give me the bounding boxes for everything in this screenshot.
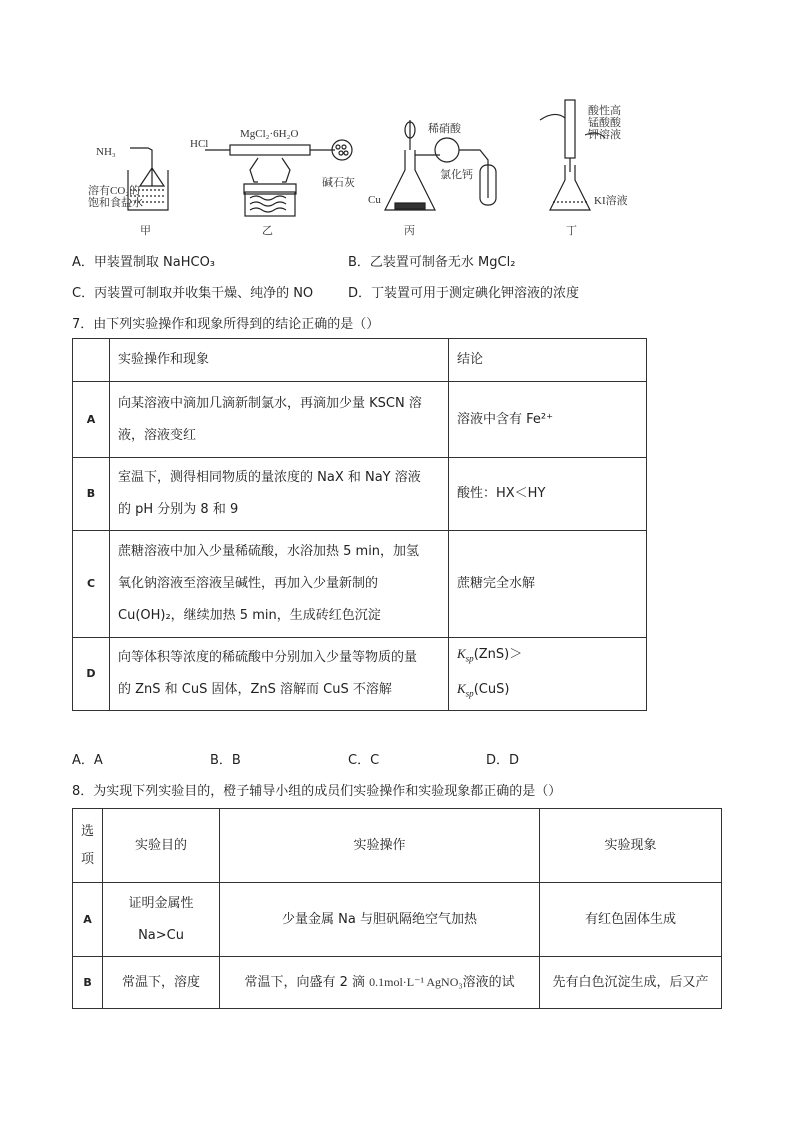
q6-option-a: A．甲装置制取 NaHCO₃ — [72, 255, 216, 270]
q7-header-row — [73, 339, 647, 382]
row-op-line: 向等体积等浓度的稀硫酸中分别加入少量等物质的量 — [118, 650, 418, 665]
row-op: 少量金属 Na 与胆矾隔绝空气加热 — [220, 883, 540, 957]
row-op-line: Cu(OH)₂，继续加热 5 min，生成砖红色沉淀 — [118, 608, 381, 623]
kmno4-label-3: 钾溶液 — [588, 129, 621, 141]
row-conclusion: 溶液中含有 Fe²⁺ — [449, 382, 647, 458]
row-op — [110, 458, 449, 531]
row-phen: 先有白色沉淀生成，后又产 — [540, 957, 722, 1009]
jia-beaker-label-1: 溶有CO₂的 — [88, 185, 141, 197]
kmno4-label-2: 锰酸酸 — [588, 117, 621, 129]
row-op — [110, 638, 449, 711]
q8-table — [72, 808, 722, 1009]
row-phen: 有红色固体生成 — [540, 883, 722, 957]
ksp-zns: $K_{sp}(ZnS)>$ — [457, 646, 523, 664]
jia-title: 甲 — [140, 225, 151, 237]
row-letter: A — [73, 883, 103, 957]
row-op: 常温下，向盛有 2 滴 0.1mol·L⁻¹ AgNO₃溶液的试 — [220, 957, 540, 1009]
table-row — [73, 883, 722, 957]
row-letter: B — [73, 458, 110, 531]
cu-label: Cu — [368, 194, 381, 206]
q7-answer-c: C．C — [348, 753, 380, 768]
row-op — [110, 382, 449, 458]
acid-label: 稀硝酸 — [428, 123, 461, 135]
nh3-label: NH₃ — [96, 146, 116, 158]
row-op-line: 的 ZnS 和 CuS 固体，ZnS 溶解而 CuS 不溶解 — [118, 682, 392, 697]
jia-beaker-label-2: 饱和食盐水 — [88, 197, 143, 209]
q6-option-b: B．乙装置可制备无水 MgCl₂ — [348, 255, 516, 270]
q7-answer-d: D．D — [486, 753, 520, 768]
apparatus-drawing — [0, 90, 794, 240]
row-op-line: 的 pH 分别为 8 和 9 — [118, 502, 239, 517]
row-letter: A — [73, 382, 110, 458]
q6-option-c: C．丙装置可制取并收集干燥、纯净的 NO — [72, 286, 314, 301]
q8-header-option: 选 项 — [73, 809, 103, 883]
q8-header-phen: 实验现象 — [540, 809, 722, 883]
row-letter: C — [73, 531, 110, 638]
row-letter: D — [73, 638, 110, 711]
kmno4-label-1: 酸性高 — [588, 105, 621, 117]
cacl2-label: 氯化钙 — [440, 169, 473, 181]
row-conclusion: 酸性：HX＜HY — [449, 458, 647, 531]
q8-header-row — [73, 809, 722, 883]
table-row — [73, 638, 647, 711]
table-row — [73, 957, 722, 1009]
q8-header-goal: 实验目的 — [103, 809, 220, 883]
lime-label: 碱石灰 — [322, 177, 355, 189]
q7-answer-a: A．A — [72, 753, 103, 768]
q8-stem: 8．为实现下列实验目的，橙子辅导小组的成员们实验操作和实验现象都正确的是（） — [72, 784, 562, 799]
q8-header-op: 实验操作 — [220, 809, 540, 883]
table-row — [73, 458, 647, 531]
row-op — [110, 531, 449, 638]
row-op-line: 氧化钠溶液至溶液呈碱性，再加入少量新制的 — [118, 576, 379, 591]
row-letter: B — [73, 957, 103, 1009]
row-conclusion: 蔗糖完全水解 — [449, 531, 647, 638]
bing-title: 丙 — [404, 225, 415, 237]
row-goal: 证明金属性 Na>Cu — [103, 883, 220, 957]
row-goal: 常温下，溶度 — [103, 957, 220, 1009]
yi-title: 乙 — [262, 225, 273, 237]
q7-header-op: 实验操作和现象 — [110, 339, 449, 382]
row-op-line: 向某溶液中滴加几滴新制氯水，再滴加少量 KSCN 溶 — [118, 395, 422, 411]
table-row — [73, 531, 647, 638]
row-op-line: 室温下，测得相同物质的量浓度的 NaX 和 NaY 溶液 — [118, 470, 421, 485]
ksp-cus: $K_{sp}(CuS)$ — [457, 681, 510, 699]
q7-answer-b: B．B — [210, 753, 241, 768]
row-op-line: 蔗糖溶液中加入少量稀硫酸，水浴加热 5 min，加氢 — [118, 544, 420, 559]
ki-label: KI溶液 — [594, 195, 628, 207]
mgcl2-label: MgCl₂·6H₂O — [240, 128, 299, 140]
ding-title: 丁 — [566, 225, 577, 237]
q7-header-blank — [73, 339, 110, 382]
q7-stem: 7．由下列实验操作和现象所得到的结论正确的是（） — [72, 317, 380, 332]
row-conclusion — [449, 638, 647, 711]
q7-header-conclusion: 结论 — [449, 339, 647, 382]
hcl-label: HCl — [190, 138, 209, 150]
row-op-line: 液，溶液变红 — [118, 427, 197, 443]
q6-option-d: D．丁装置可用于测定碘化钾溶液的浓度 — [348, 286, 580, 301]
apparatus-figure — [0, 90, 794, 240]
table-row — [73, 382, 647, 458]
q7-table — [72, 338, 647, 711]
